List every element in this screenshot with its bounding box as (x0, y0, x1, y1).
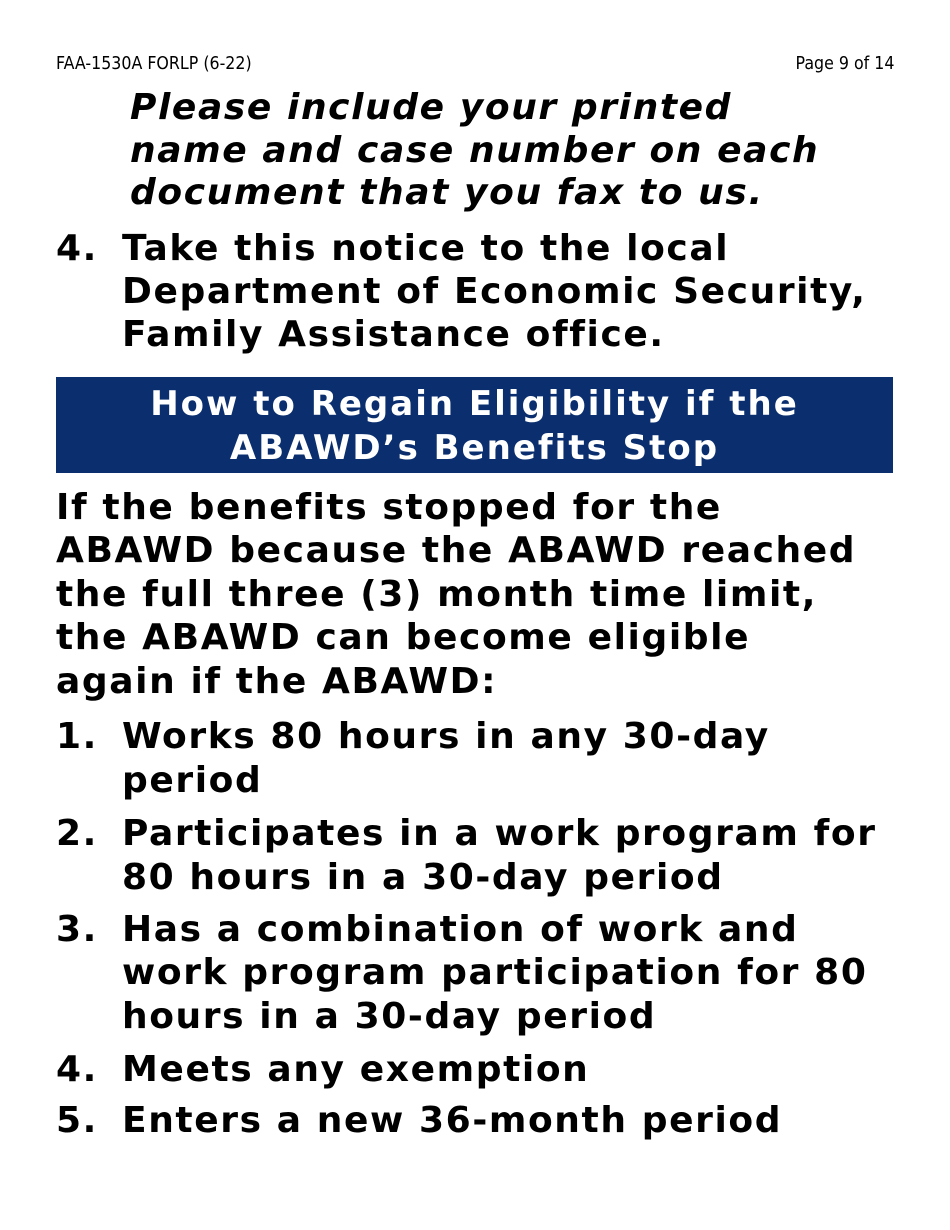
step-line: Family Assistance office. (122, 314, 665, 355)
list-number: 5. (56, 1100, 98, 1141)
list-item-line: period (122, 760, 263, 801)
list-item-line: 80 hours in a 30-day period (122, 857, 724, 898)
list-item-line: Enters a new 36-month period (122, 1100, 783, 1141)
form-id: FAA-1530A FORLP (6-22) (56, 53, 252, 74)
section-heading-line: ABAWD’s Benefits Stop (229, 428, 720, 468)
intro-line: the ABAWD can become eligible (56, 617, 751, 658)
intro-line: ABAWD because the ABAWD reached (56, 530, 857, 571)
fax-note-line: Please include your printed (130, 87, 733, 128)
list-item-line: Participates in a work program for (122, 813, 877, 854)
intro-line: the full three (3) month time limit, (56, 574, 818, 615)
intro-line: If the benefits stopped for the (56, 487, 722, 528)
step-line: Take this notice to the local (122, 228, 730, 269)
list-number: 4. (56, 1049, 98, 1090)
fax-note-line: name and case number on each (130, 130, 820, 171)
section-heading-line: How to Regain Eligibility if the (150, 384, 799, 424)
step-line: Department of Economic Security, (122, 271, 867, 312)
step-number: 4. (56, 228, 98, 269)
list-number: 1. (56, 716, 98, 757)
list-item-line: Works 80 hours in any 30-day (122, 716, 770, 757)
page-number: Page 9 of 14 (795, 53, 894, 74)
list-item-line: Meets any exemption (122, 1049, 590, 1090)
section-heading-banner (56, 377, 893, 473)
list-number: 3. (56, 909, 98, 950)
list-item-line: work program participation for 80 (122, 952, 868, 993)
intro-line: again if the ABAWD: (56, 661, 498, 702)
list-item-line: Has a combination of work and (122, 909, 799, 950)
fax-note-line: document that you fax to us. (130, 172, 764, 213)
list-number: 2. (56, 813, 98, 854)
list-item-line: hours in a 30-day period (122, 996, 657, 1037)
